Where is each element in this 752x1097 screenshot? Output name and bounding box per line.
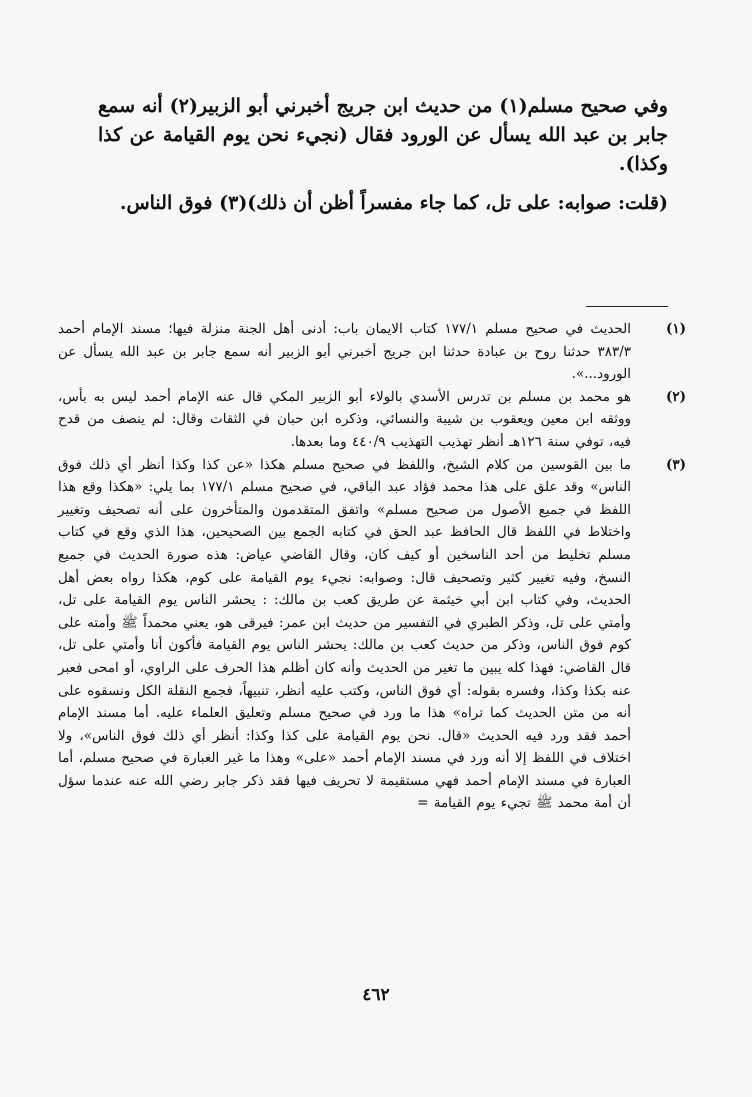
footnote-divider (586, 306, 668, 307)
page-number: ٤٦٢ (362, 985, 390, 1005)
footnotes-section (58, 318, 686, 815)
footnote (58, 454, 686, 816)
main-paragraph: وفي صحيح مسلم(١) من حديث ابن جريج أخبرني أبو الزبير(٢) أنه سمع جابر بن عبد الله يسأل عن الورود فقال (نجيء نحن يوم القيامة عن كذا وكذا). (98, 95, 668, 175)
footnote-text: ما بين القوسين من كلام الشيخ، واللفظ في صحيح مسلم هكذا «عن كذا وكذا أنظر أي ذلك فوق الناس» وقد علق على هذا محمد فؤاد عبد الباقي، في صحيح مسلم ١٧٧/١ بما يلي: «هكذا وقع هذا اللفظ في جميع الأصول من صحيح مسلم» واتفق المتقدمون والمتأخرون على أنه تصحيف وتغيير واختلاط في اللفظ قال الحافظ عبد الحق في كتابه الجمع بين الصحيحين، هذا الذي وقع في كتاب مسلم تخليط من أحد الناسخين أو كيف كان، وقال القاضي عياض: هذه صورة الحديث في جميع النسخ، وفيه تغيير كثير وتصحيف قال: وصوابه: نجيء يوم القيامة على كوم، هكذا رواه بعض أهل الحديث، وفي كتاب ابن أبي خيثمة عن طريق كعب بن مالك: : يحشر الناس يوم القيامة على تل، وأمتي على تل، وذكر الطبري في التفسير من حديث ابن عمر: فيرقى هو، يعني محمداً ﷺ وأمته على كوم فوق الناس، وذكر من حديث كعب بن مالك: يحشر الناس يوم القيامة فأكون أنا وأمتي على تل، قال القاضي: فهذا كله يبين ما تغير من الحديث وأنه كان أظلم هذا الحرف على الراوي، أو امحى فعبر عنه بكذا وكذا، وفسره بقوله: أي فوق الناس، وكتب عليه أنظر، تنبيهاً، فجمع النقلة الكل ونسقوه على أنه من متن الحديث كما تراه» هذا ما ورد في صحيح مسلم وتعليق العلماء عليه. أما مسند الإمام أحمد فقد ورد فيه الحديث «قال. نحن يوم القيامة على كذا وكذا: أنظر أي ذلك فوق الناس»، ولا اختلاف في اللفظ إلا أنه ورد في مسند الإمام أحمد «على» وهذا ما غير العبارة في صحيح مسلم، أما العبارة في مسند الإمام أحمد فهي مستقيمة لا تحريف فيها فقد ذكر جابر رضي الله عنه عندما سؤل أن أمة محمد ﷺ تجيء يوم القيامة = (58, 456, 631, 812)
footnote-text: الحديث في صحيح مسلم ١٧٧/١ كتاب الايمان باب: أدنى أهل الجنة منزلة فيها؛ مسند الإمام أحمد ٣٨٣/٣ حدثنا روح بن عبادة حدثنا ابن جريج أخبرني أبو الزبير أنه سمع جابر بن عبد الله يسأل عن الورود...». (58, 321, 631, 383)
footnote-number: (١) (665, 321, 686, 337)
footnote-number: (٣) (665, 456, 686, 473)
footnote-text: هو محمد بن مسلم بن تدرس الأسدي بالولاء أبو الزبير المكي قال عنه الإمام أحمد ليس به بأس، ووثقه ابن معين ويعقوب بن شيبة والنسائي، وذكره ابن حبان في الثقات وقال: لم ينصف من قدح فيه، توفي سنة ١٢٦هـ أنظر تهذيب التهذيب ٤٤٠/٩ وما بعدها. (58, 388, 631, 450)
main-text-block (98, 92, 668, 228)
footnote (58, 318, 686, 386)
main-paragraph: (قلت: صوابه: على تل، كما جاء مفسراً أظن أن ذلك)(٣) فوق الناس. (119, 192, 668, 214)
footnote-number: (٢) (665, 388, 686, 405)
footnote (58, 386, 686, 454)
